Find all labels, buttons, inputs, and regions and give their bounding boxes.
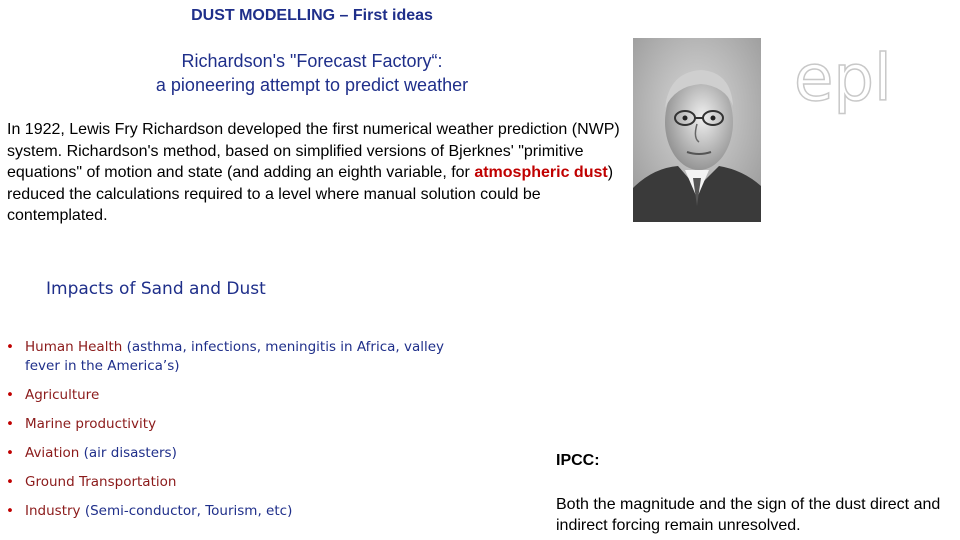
subtitle-line-1: Richardson's "Forecast Factory“: [181,51,443,71]
intro-text-after: ) reduced the calculations required to a level where manual solution could be contemplated. [7,164,614,224]
impact-key: Agriculture [25,387,100,403]
bullet-icon: • [6,474,14,490]
ipcc-title: IPCC: [556,452,600,469]
richardson-portrait [633,38,761,222]
impact-key: Human Health [25,339,123,355]
bullet-icon: • [6,416,14,432]
impact-item [6,502,445,521]
impact-detail: (asthma, infections, meningitis in Africa, valley fever in the America’s) [25,339,445,374]
impacts-list [6,338,445,531]
subtitle-line-2: a pioneering attempt to predict weather [155,75,469,95]
logo-text: epl [794,42,892,116]
impact-key: Aviation [25,445,80,461]
bullet-icon: • [6,503,14,519]
epl-logo [792,42,892,116]
slide-title: DUST MODELLING – First ideas [191,7,433,24]
impact-detail: (air disasters) [79,445,177,461]
bullet-icon: • [6,387,14,403]
impact-key: Industry [25,503,81,519]
impact-item [6,386,445,405]
subtitle [0,49,624,97]
impact-key: Marine productivity [25,416,157,432]
intro-text-before: In 1922, Lewis Fry Richardson developed the first numerical weather prediction (NWP) system. Richardson's method, based on simplified versions of Bjerknes' "primitive equations" of motion and state (and adding an eighth variable, for [7,121,620,181]
intro-highlight: atmospheric dust [474,164,608,181]
impact-item [6,338,445,376]
bullet-icon: • [6,445,14,461]
impact-item [6,444,445,463]
impact-item [6,415,445,434]
impact-detail: (Semi-conductor, Tourism, etc) [80,503,293,519]
bullet-icon: • [6,339,14,355]
impact-item [6,473,445,492]
impacts-heading: Impacts of Sand and Dust [46,279,266,299]
impact-key: Ground Transportation [25,474,177,490]
intro-paragraph [7,119,627,227]
ipcc-text: Both the magnitude and the sign of the dust direct and indirect forcing remain unresolved. [556,496,941,534]
